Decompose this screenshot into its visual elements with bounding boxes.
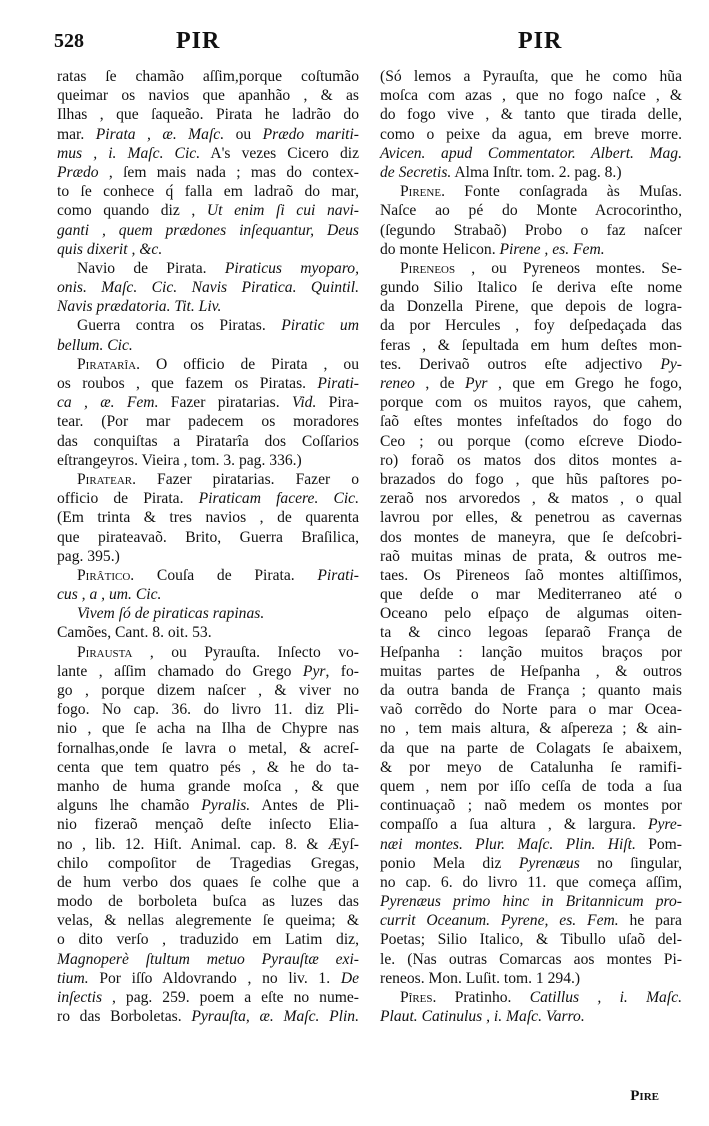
text-run: ſaõ eſtes montes infeſtados do fogo do	[380, 413, 682, 431]
text-line	[57, 278, 359, 297]
text-run: Oceano pelo eſpaço de algumas oiten-	[380, 605, 682, 623]
text-line	[380, 201, 682, 220]
text-run: eſtrangeyros. Vieira , tom. 3. pag. 336.)	[57, 451, 302, 469]
text-line	[380, 758, 682, 777]
text-run: modo de borboleta buſca as luzes das	[57, 893, 359, 911]
text-run: . Pratinho.	[432, 989, 530, 1006]
text-line	[380, 316, 682, 335]
text-line	[57, 585, 359, 604]
text-line	[380, 854, 682, 873]
text-line	[380, 643, 682, 662]
text-run: vaõ corrẽdo do Norte para o mar Ocea-	[380, 701, 682, 719]
text-line	[57, 355, 359, 374]
text-line	[380, 489, 682, 508]
text-run: porque com os muitos rayos, que cahem,	[380, 394, 682, 412]
text-line	[57, 796, 359, 815]
text-line	[57, 930, 359, 949]
text-run: da que na parte de Colagats ſe abaixem,	[380, 739, 682, 757]
text-run: moſca com azas , que no fogo naſce , &	[380, 87, 682, 105]
text-line	[57, 470, 359, 489]
text-run: fornalhas,onde ſe lavra o metal, & acreſ-	[57, 739, 359, 757]
headword: Pirâtico	[77, 566, 131, 584]
left-column	[57, 67, 359, 1026]
text-run: Pom-	[635, 835, 682, 853]
text-line	[57, 508, 359, 527]
italic-text: onis. Maſc. Cic. Navis Piratica. Quintil.	[57, 279, 359, 297]
catchword: Pire	[630, 1088, 659, 1104]
text-line	[380, 815, 682, 834]
text-run: os roubos , que fazem os Piratas.	[57, 375, 318, 392]
text-line	[57, 950, 359, 969]
text-run: ro) foraõ os matos dos ditos montes a-	[380, 451, 682, 469]
text-run: da por Hercules , foy deſpedaçada das	[380, 317, 682, 335]
text-line	[57, 221, 359, 240]
text-line	[380, 297, 682, 316]
italic-text: Pyrenæus	[518, 854, 580, 872]
text-line	[380, 700, 682, 719]
text-line	[57, 412, 359, 431]
headword: Piratarîa	[77, 355, 137, 373]
italic-text: Piraticam facere. Cic.	[198, 490, 360, 508]
text-run: manho de huma grande moſca , & que	[57, 777, 359, 795]
text-line	[380, 240, 682, 259]
text-run: taes. Os Pireneos ſaõ montes altiſſimos,	[380, 566, 682, 584]
text-run: da outra banda de França ; quanto mais	[380, 682, 682, 699]
italic-text: Piraticus myoparo,	[224, 259, 359, 277]
headword: Pirene	[400, 183, 442, 201]
italic-text: Plaut. Catinulus , i. Maſc. Varro.	[380, 1008, 585, 1026]
text-run: & por meyo de Catalunha ſe ramifi-	[380, 758, 682, 776]
text-line	[57, 528, 359, 547]
text-run: nio , que ſe acha na Ilha de Chypre nas	[57, 720, 359, 738]
text-line	[380, 355, 682, 374]
text-line	[380, 719, 682, 738]
text-run: , ou Pyrauſta. Inſecto vo-	[132, 643, 359, 661]
text-line	[57, 336, 359, 355]
text-run: Pira-	[316, 394, 359, 412]
text-line	[380, 547, 682, 566]
italic-text: Pirati-	[317, 375, 359, 392]
text-line	[380, 528, 682, 547]
italic-text: Ut enim ſi cui navi-	[206, 202, 359, 220]
text-line	[57, 240, 359, 259]
italic-text: Pyrenæus primo hinc in Britannicum pro-	[380, 893, 682, 911]
text-run: , pag. 259. poem a eſte no nume-	[102, 989, 359, 1006]
text-run: fogo. No cap. 36. do livro 11. diz Pli-	[57, 701, 359, 719]
text-run: que deſde o mar Mediterraneo até o	[380, 586, 682, 604]
italic-text: Pyr	[302, 662, 326, 680]
text-line	[57, 662, 359, 681]
text-run: ou	[224, 125, 263, 143]
text-line	[57, 316, 359, 335]
text-line	[380, 930, 682, 949]
italic-text: currit Oceanum. Pyrene, es. Fem.	[380, 912, 619, 930]
italic-text: Piratic um	[281, 317, 359, 335]
text-run: das conquiſtas a Piratarîa dos Coſſarios	[57, 432, 359, 450]
italic-text: ganti , quem prædones inſequantur, Deus	[57, 221, 359, 239]
text-line	[380, 566, 682, 585]
text-run: tes. Derivaõ outros eſte adjectivo	[380, 355, 661, 373]
text-run: ponio Mela diz	[380, 854, 519, 872]
running-head-left: PIR	[176, 28, 221, 54]
text-run: (Em trinta & tres navios , de quarenta	[57, 509, 359, 527]
text-run: feras , & ſepultada em hum deſtes mon-	[380, 336, 682, 354]
text-line	[57, 547, 359, 566]
text-line	[380, 67, 682, 86]
text-line	[380, 412, 682, 431]
italic-text: Py-	[660, 355, 682, 373]
italic-text: Catillus , i. Maſc.	[529, 989, 683, 1006]
text-line	[380, 393, 682, 412]
text-line	[380, 125, 682, 144]
text-line	[380, 911, 682, 930]
text-run: como quando diz ,	[57, 202, 207, 220]
text-run: reneos. Mon. Luſit. tom. 1 294.)	[380, 969, 581, 987]
text-run: raõ muitas minas de prata, & outros me-	[380, 547, 682, 565]
text-run: que pirateavaõ. Brito, Guerra Braſilica,	[57, 528, 359, 546]
text-run: Antes de Pli-	[250, 797, 359, 815]
text-run: como o peixe da agua, em breve morre.	[380, 125, 682, 143]
italic-text: Prædo mariti-	[262, 125, 360, 143]
text-run: velas, & nellas alegremente ſe queima; &	[57, 912, 359, 930]
text-line	[380, 221, 682, 240]
text-line	[380, 105, 682, 124]
text-run: o dito verſo , traduzido em Latim diz,	[57, 931, 359, 949]
italic-text: Avicen. apud Commentator. Albert. Mag.	[380, 144, 682, 162]
text-run: no ſingular,	[579, 854, 683, 872]
text-line	[380, 662, 682, 681]
text-run: do monte Helicon.	[380, 240, 500, 258]
text-run: brazados do fogo , que hũs paſtores po-	[380, 470, 682, 488]
text-run: Camões, Cant. 8. oit. 53.	[57, 624, 212, 642]
text-run: . Couſa de Pirata.	[130, 566, 318, 584]
text-line	[380, 163, 682, 182]
text-line	[57, 815, 359, 834]
text-run: Naſce ao pé do Monte Acrocorintho,	[380, 202, 682, 220]
italic-text: tium.	[57, 969, 89, 987]
text-run: . O officio de Pirata , ou	[136, 355, 359, 373]
text-line	[380, 988, 682, 1007]
text-run: go , porque dizem naſcer , & viver no	[57, 682, 359, 699]
italic-text: ca , æ. Fem.	[57, 394, 159, 412]
text-line	[57, 67, 359, 86]
italic-text: Pyrauſta, æ. Maſc. Plin.	[191, 1008, 359, 1026]
text-run: centa que tem quatro pés , & he do ta-	[57, 758, 359, 776]
italic-text: Pyre-	[647, 816, 682, 834]
text-line	[57, 854, 359, 873]
text-line	[380, 259, 682, 278]
text-run: ro das Borboletas.	[57, 1008, 192, 1026]
italic-text: de Secretis.	[380, 163, 452, 181]
text-run: A's vezes Cicero diz	[200, 144, 359, 162]
text-run: nio fizeraõ mençaõ deſte inſecto Elia-	[57, 816, 359, 834]
text-line	[57, 451, 359, 470]
text-line	[380, 835, 682, 854]
text-run: (ſegundo Strabaõ) Probo o faz naſcer	[380, 221, 682, 239]
text-line	[57, 758, 359, 777]
text-run: officio de Pirata.	[57, 490, 199, 508]
headword: Pirausta	[77, 643, 133, 661]
text-line	[57, 393, 359, 412]
text-line	[57, 125, 359, 144]
running-head-right: PIR	[518, 28, 563, 54]
text-line	[57, 700, 359, 719]
italic-text: bellum. Cic.	[57, 336, 133, 354]
text-line	[380, 508, 682, 527]
text-line	[57, 297, 359, 316]
italic-text: Navis prædatoria. Tit. Liv.	[57, 298, 222, 316]
text-run: ratas ſe chamão aſſim,porque coſtumão	[57, 68, 359, 85]
text-run: muitas partes de Heſpanha , & outros	[380, 662, 682, 680]
text-line	[57, 969, 359, 988]
text-run: quem , nem por iſſo ceſſa de toda a ſua	[380, 777, 682, 795]
text-line	[380, 950, 682, 969]
text-line	[57, 201, 359, 220]
text-line	[57, 681, 359, 700]
text-line	[380, 86, 682, 105]
text-line	[380, 432, 682, 451]
text-run: no , tem mais altura, & aſpereza ; & ain-	[380, 720, 682, 738]
text-line	[380, 585, 682, 604]
text-line	[57, 86, 359, 105]
italic-text: Pirene , es. Fem.	[499, 240, 605, 258]
text-line	[380, 873, 682, 892]
text-run: Ceo ; ou porque (como eſcreve Diodo-	[380, 432, 682, 450]
italic-text: Magnoperè ſtultum metuo Pyrauſtæ exi-	[57, 950, 359, 968]
text-run: no cap. 6. do livro 11. que começa aſſim,	[380, 873, 682, 891]
text-run: tear. (Por mar padecem os moradores	[57, 413, 359, 431]
text-line	[57, 643, 359, 662]
text-run: mar.	[57, 125, 96, 143]
text-run: de hum verbo dos quaes ſe colhe que a	[57, 873, 359, 891]
text-run: da Donzella Pirene, que depois de logra-	[380, 298, 682, 316]
text-run: pag. 395.)	[57, 547, 120, 565]
italic-text: cus , a , um. Cic.	[57, 586, 162, 604]
text-line	[57, 988, 359, 1007]
italic-text: næi montes. Plur. Maſc. Plin. Hiſt.	[380, 835, 636, 853]
text-line	[57, 873, 359, 892]
text-line	[57, 719, 359, 738]
text-line	[380, 739, 682, 758]
text-line	[57, 604, 359, 623]
italic-text: mus , i. Maſc. Cic.	[57, 144, 201, 162]
text-line	[380, 182, 682, 201]
text-line	[57, 182, 359, 201]
text-run: no , lib. 12. Hiſt. Animal. cap. 8. & Æyſ-	[57, 835, 359, 853]
text-line	[57, 144, 359, 163]
text-run: , de	[414, 375, 465, 392]
text-line	[380, 374, 682, 393]
text-line	[57, 623, 359, 642]
text-line	[380, 681, 682, 700]
text-line	[380, 969, 682, 988]
text-run: (Só lemos a Pyrauſta, que he como hũa	[380, 68, 682, 85]
text-run: to ſe conhece q́ falla em ladraõ do mar,	[57, 183, 359, 201]
italic-text: quis dixerit , &c.	[57, 240, 163, 258]
text-line	[380, 777, 682, 796]
headword: Pireneos	[400, 259, 456, 277]
text-line	[380, 336, 682, 355]
italic-text: inſectis	[57, 989, 103, 1006]
text-run: ta & cinco legoas ſeparaõ França de	[380, 624, 682, 642]
text-run: queimar os navios que apanhão , & as	[57, 87, 359, 105]
text-run: lavrou por elles, & penetrou as cavernas	[380, 509, 682, 527]
text-run: , fo-	[325, 662, 359, 680]
text-run: alguns lhe chamão	[57, 797, 202, 815]
italic-text: Pirati-	[317, 566, 359, 584]
text-run: do fogo vive , & tanto que tirada delle,	[380, 106, 682, 124]
text-line	[57, 163, 359, 182]
text-line	[380, 470, 682, 489]
italic-text: reneo	[380, 375, 415, 392]
text-line	[57, 911, 359, 930]
text-line	[380, 892, 682, 911]
text-run: , que em Grego he fogo,	[487, 375, 682, 392]
text-run: Poetas; Silio Italico, & Tibullo uſaõ del-	[380, 931, 682, 949]
text-line	[57, 259, 359, 278]
headword: Pîres	[400, 989, 433, 1006]
text-run: le. (Nas outras Comarcas aos montes Pi-	[380, 950, 682, 968]
text-line	[57, 374, 359, 393]
text-run: . Fonte conſagrada às Muſas.	[441, 183, 682, 201]
text-line	[380, 623, 682, 642]
text-run: gundo Silio Italico ſe deriva eſte nome	[380, 279, 682, 297]
text-run: he para	[618, 912, 682, 930]
text-line	[380, 278, 682, 297]
text-line	[380, 796, 682, 815]
text-run: zeraõ nos arvoredos , & matos , o qual	[380, 490, 682, 508]
text-line	[57, 777, 359, 796]
headword: Piratear	[77, 470, 133, 488]
text-run: Alma Inſtr. tom. 2. pag. 8.)	[451, 163, 622, 181]
text-line	[380, 144, 682, 163]
text-line	[57, 566, 359, 585]
text-line	[57, 1007, 359, 1026]
text-run: Por iſſo Aldovrando , no liv. 1.	[88, 969, 341, 987]
text-run: compaſſo a ſua altura , & largura.	[380, 816, 648, 834]
text-run: Guerra contra os Piratas.	[77, 317, 282, 335]
text-line	[380, 451, 682, 470]
text-line	[57, 892, 359, 911]
text-line	[57, 105, 359, 124]
right-column	[380, 67, 682, 1026]
italic-text: Pirata , æ. Maſc.	[95, 125, 225, 143]
text-run: Heſpanha : lanção muitos braços por	[380, 643, 682, 661]
text-line	[57, 835, 359, 854]
text-run: Fazer piratarias.	[158, 394, 292, 412]
text-run: lante , aſſim chamado do Grego	[57, 662, 303, 680]
text-run: Ilhas , que ſaqueão. Pirata he ladrão do	[57, 106, 359, 124]
text-run: , ſem mais nada ; mas do contex-	[98, 163, 359, 181]
text-line	[57, 432, 359, 451]
text-run: . Fazer piratarias. Fazer o	[132, 470, 359, 488]
text-run: continuaçaõ ; naõ medem os montes por	[380, 797, 682, 815]
text-line	[57, 739, 359, 758]
page-number: 528	[54, 30, 84, 52]
text-line	[57, 489, 359, 508]
italic-text: Vivem ſó de piraticas rapinas.	[77, 605, 265, 623]
text-line	[380, 604, 682, 623]
text-line	[380, 1007, 682, 1026]
text-run: dos montes de maneyra, que ſe deſcobri-	[380, 528, 682, 546]
text-run: chilo compoſitor de Tragedias Gregas,	[57, 854, 359, 872]
italic-text: De	[340, 969, 359, 987]
italic-text: Pyr	[464, 375, 488, 392]
text-run: , ou Pyreneos montes. Se-	[455, 259, 682, 277]
italic-text: Pyralis.	[201, 797, 251, 815]
text-run: Navio de Pirata.	[77, 259, 225, 277]
italic-text: Vid.	[291, 394, 317, 412]
italic-text: Prædo	[57, 163, 99, 181]
